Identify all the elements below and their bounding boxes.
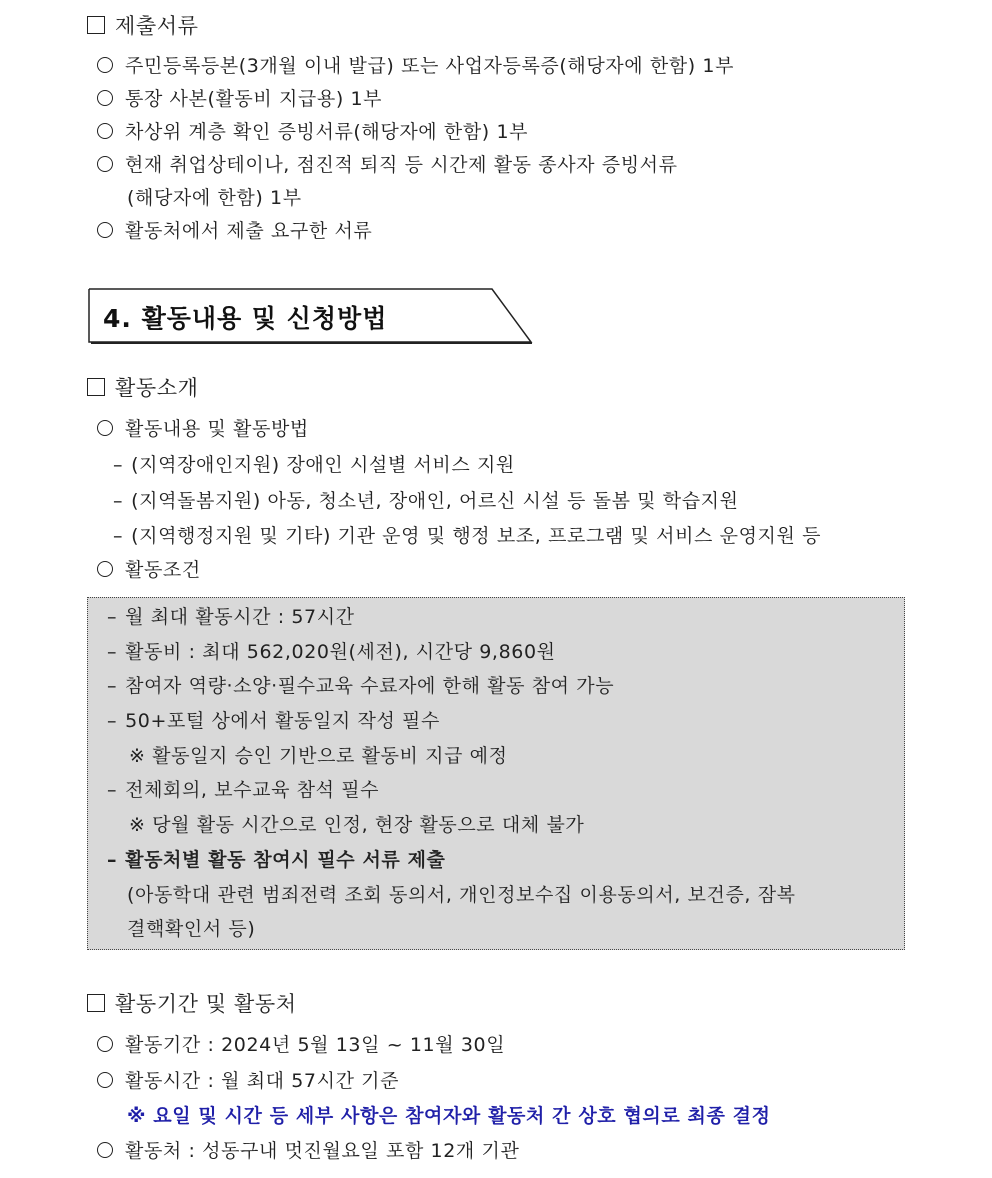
- condition-item-emphasis: – 활동처별 활동 참여시 필수 서류 제출: [107, 849, 446, 871]
- content-item: – (지역장애인지원) 장애인 시설별 서비스 지원: [113, 454, 515, 476]
- section-banner: [88, 288, 534, 344]
- circle-bullet-icon: [97, 90, 113, 106]
- condition-item: – 전체회의, 보수교육 참석 필수: [107, 779, 380, 801]
- intro-heading: 활동소개: [87, 375, 199, 401]
- document-item-continued: (해당자에 한함) 1부: [127, 187, 302, 209]
- circle-bullet-icon: [97, 123, 113, 139]
- circle-bullet-icon: [97, 1036, 113, 1052]
- content-item: – (지역행정지원 및 기타) 기관 운영 및 행정 보조, 프로그램 및 서비스 운영지원 등: [113, 525, 822, 547]
- condition-detail: 결핵확인서 등): [127, 918, 256, 940]
- condition-note: ※ 활동일지 승인 기반으로 활동비 지급 예정: [129, 745, 508, 767]
- square-bullet-icon: [87, 378, 105, 396]
- document-item: 차상위 계층 확인 증빙서류(해당자에 한함) 1부: [97, 120, 528, 144]
- circle-bullet-icon: [97, 222, 113, 238]
- document-item: 활동처에서 제출 요구한 서류: [97, 219, 372, 243]
- period-heading: 활동기간 및 활동처: [87, 991, 297, 1017]
- document-item: 통장 사본(활동비 지급용) 1부: [97, 87, 382, 111]
- content-heading: 활동내용 및 활동방법: [97, 417, 309, 441]
- condition-item: – 참여자 역량·소양·필수교육 수료자에 한해 활동 참여 가능: [107, 675, 615, 697]
- condition-note: ※ 당월 활동 시간으로 인정, 현장 활동으로 대체 불가: [129, 814, 585, 836]
- condition-item: – 월 최대 활동시간 : 57시간: [107, 606, 355, 628]
- condition-item: – 활동비 : 최대 562,020원(세전), 시간당 9,860원: [107, 641, 556, 663]
- circle-bullet-icon: [97, 1142, 113, 1158]
- period-item: 활동처 : 성동구내 멋진월요일 포함 12개 기관: [97, 1139, 519, 1163]
- square-bullet-icon: [87, 16, 105, 34]
- circle-bullet-icon: [97, 1072, 113, 1088]
- circle-bullet-icon: [97, 156, 113, 172]
- circle-bullet-icon: [97, 420, 113, 436]
- conditions-heading: 활동조건: [97, 558, 201, 582]
- square-bullet-icon: [87, 994, 105, 1012]
- document-item: 현재 취업상테이나, 점진적 퇴직 등 시간제 활동 종사자 증빙서류: [97, 153, 678, 177]
- condition-item: – 50+포털 상에서 활동일지 작성 필수: [107, 710, 440, 732]
- condition-detail: (아동학대 관련 범죄전력 조회 동의서, 개인정보수집 이용동의서, 보건증, 잠복: [127, 884, 796, 906]
- circle-bullet-icon: [97, 57, 113, 73]
- period-item: 활동시간 : 월 최대 57시간 기준: [97, 1069, 399, 1093]
- section-title: 4. 활동내용 및 신청방법: [103, 304, 388, 333]
- document-item: 주민등록등본(3개월 이내 발급) 또는 사업자등록증(해당자에 한함) 1부: [97, 54, 734, 78]
- documents-heading: 제출서류: [87, 13, 199, 39]
- content-item: – (지역돌봄지원) 아동, 청소년, 장애인, 어르신 시설 등 돌봄 및 학습지원: [113, 490, 739, 512]
- period-item: 활동기간 : 2024년 5월 13일 ~ 11월 30일: [97, 1033, 505, 1057]
- period-notice: ※ 요일 및 시간 등 세부 사항은 참여자와 활동처 간 상호 협의로 최종 결정: [127, 1105, 771, 1127]
- circle-bullet-icon: [97, 561, 113, 577]
